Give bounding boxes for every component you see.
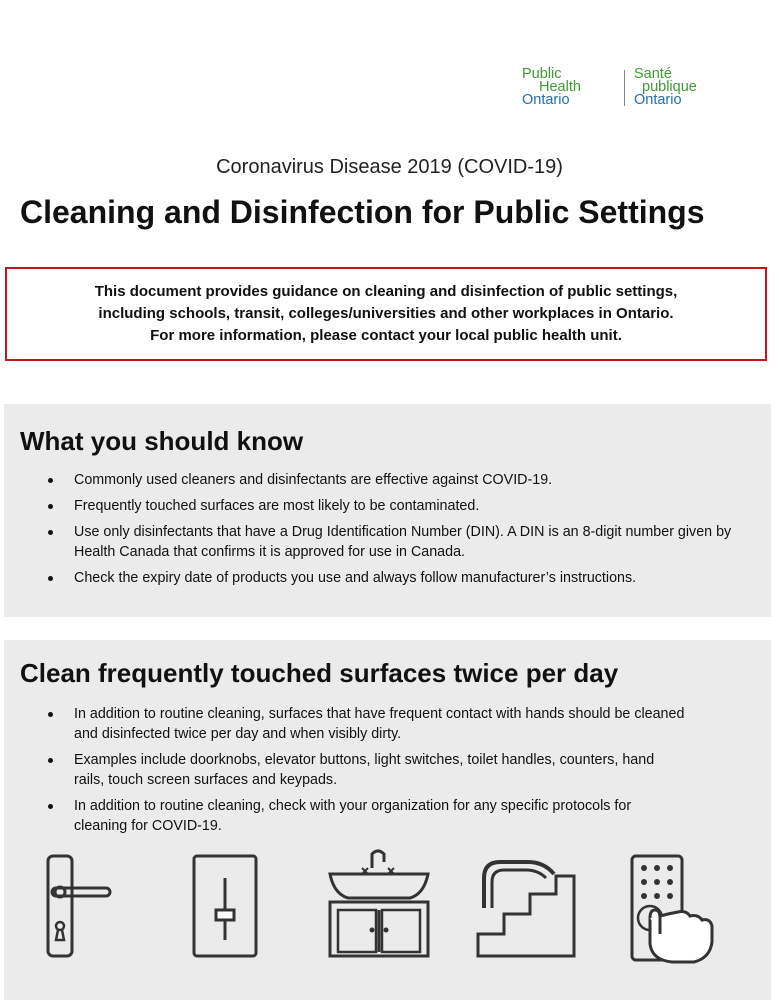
section-heading: What you should know: [20, 426, 304, 456]
notice-line: including schools, transit, colleges/universities and other workplaces in Ontario.: [98, 305, 674, 322]
what-you-should-know-panel: [4, 404, 771, 617]
sink-vanity-icon: [324, 848, 434, 958]
notice-line: This document provides guidance on cleaning and disinfection of public settings,: [94, 283, 678, 300]
list-item: Use only disinfectants that have a Drug Identification Number (DIN). A DIN is an 8-digit number given by Health Canada that confirms it is approved for use in Canada.: [48, 522, 738, 562]
logo-en-line3: Ontario: [522, 92, 570, 108]
notice-line: For more information, please contact your local public health unit.: [150, 327, 622, 344]
bullet-list: [48, 704, 688, 842]
document-subtitle: Coronavirus Disease 2019 (COVID-19): [216, 156, 563, 178]
light-switch-icon: [190, 848, 260, 958]
logo-en-line1: Public: [522, 66, 562, 82]
notice-box: [5, 267, 767, 361]
list-item: Frequently touched surfaces are most likely to be contaminated.: [48, 496, 738, 516]
logo-en-line2: Health: [539, 79, 581, 95]
section-heading: Clean frequently touched surfaces twice per day: [20, 658, 619, 688]
document-title: Cleaning and Disinfection for Public Settings: [20, 194, 705, 230]
logo-fr-line3: Ontario: [634, 92, 682, 108]
keypad-touch-icon: [624, 848, 734, 968]
bullet-list: [48, 470, 738, 594]
list-item: Examples include doorknobs, elevator buttons, light switches, toilet handles, counters, hand rails, touch screen surfaces and keypads.: [48, 750, 688, 790]
door-handle-icon: [40, 848, 120, 958]
list-item: Commonly used cleaners and disinfectants are effective against COVID-19.: [48, 470, 738, 490]
list-item: In addition to routine cleaning, check with your organization for any specific protocols for cleaning for COVID-19.: [48, 796, 688, 836]
logo-divider: [624, 70, 625, 106]
logo-english: [522, 68, 581, 107]
clean-surfaces-panel: [4, 640, 771, 1000]
logo-french: [634, 68, 697, 107]
logo-fr-line1: Santé: [634, 66, 672, 82]
list-item: Check the expiry date of products you use and always follow manufacturer’s instructions.: [48, 568, 738, 588]
stair-railing-icon: [470, 848, 580, 958]
surface-icons-row: [4, 848, 771, 998]
notice-text: [95, 281, 678, 347]
logo-fr-line2: publique: [642, 79, 697, 95]
public-health-ontario-logo: [522, 68, 732, 110]
list-item: In addition to routine cleaning, surfaces that have frequent contact with hands should be cleaned and disinfected twice per day and when visibly dirty.: [48, 704, 688, 744]
